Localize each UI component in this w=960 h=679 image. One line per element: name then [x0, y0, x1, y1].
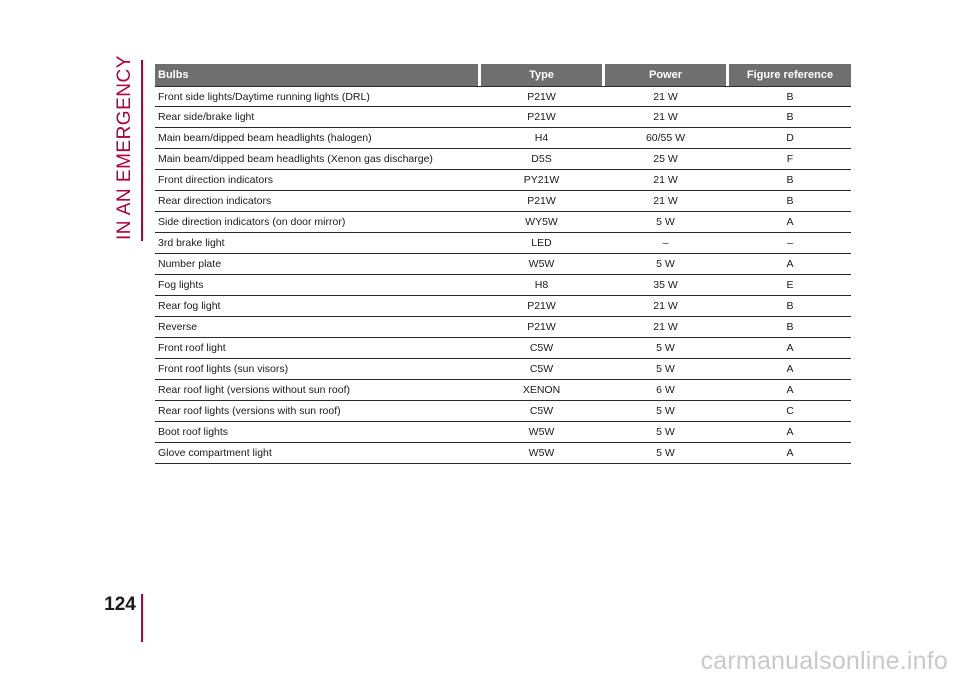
- cell-type: PY21W: [523, 174, 560, 186]
- cell-bulb: Front direction indicators: [158, 174, 273, 186]
- cell-power: 21 W: [653, 111, 678, 123]
- page-number: 124: [104, 594, 136, 615]
- cell-figure-reference: B: [786, 300, 794, 312]
- cell-bulb: Rear roof light (versions without sun roof): [158, 384, 350, 396]
- cell-bulb: Side direction indicators (on door mirror): [158, 216, 346, 228]
- table-row: [155, 380, 851, 401]
- cell-power: –: [662, 237, 669, 249]
- cell-type: H4: [534, 132, 549, 144]
- cell-bulb: Main beam/dipped beam headlights (Xenon gas discharge): [158, 153, 433, 165]
- cell-type: C5W: [529, 342, 554, 354]
- cell-type: P21W: [527, 111, 556, 123]
- cell-type: WY5W: [525, 216, 558, 228]
- cell-bulb: Rear roof lights (versions with sun roof): [158, 405, 341, 417]
- cell-type: C5W: [529, 363, 554, 375]
- cell-power: 21 W: [653, 91, 678, 103]
- table-row: [155, 401, 851, 422]
- cell-type: C5W: [529, 405, 554, 417]
- cell-figure-reference: A: [786, 384, 794, 396]
- table-row: [155, 359, 851, 380]
- cell-bulb: Front roof lights (sun visors): [158, 363, 289, 375]
- cell-bulb: 3rd brake light: [158, 237, 225, 249]
- table-row: [155, 338, 851, 359]
- cell-bulb: Front roof light: [158, 342, 226, 354]
- table-row: [155, 254, 851, 275]
- cell-power: 5 W: [656, 258, 675, 270]
- table-row: [155, 86, 851, 107]
- cell-type: P21W: [527, 195, 556, 207]
- table-row: [155, 233, 851, 254]
- cell-type: D5S: [531, 153, 552, 165]
- table-row: [155, 317, 851, 338]
- table-row: [155, 107, 851, 128]
- cell-figure-reference: E: [786, 279, 794, 291]
- cell-figure-reference: B: [786, 174, 794, 186]
- cell-power: 21 W: [653, 321, 678, 333]
- table-row: [155, 191, 851, 212]
- cell-type: W5W: [528, 447, 555, 459]
- table-row: [155, 443, 851, 464]
- cell-power: 5 W: [656, 342, 675, 354]
- table-row: [155, 296, 851, 317]
- section-divider: [141, 60, 143, 241]
- cell-power: 5 W: [656, 216, 675, 228]
- cell-power: 25 W: [653, 153, 678, 165]
- cell-power: 35 W: [653, 279, 678, 291]
- cell-figure-reference: B: [786, 321, 794, 333]
- cell-bulb: Rear direction indicators: [158, 195, 272, 207]
- table-row: [155, 149, 851, 170]
- watermark: carmanualsonline.info: [700, 647, 948, 675]
- cell-bulb: Boot roof lights: [158, 426, 229, 438]
- cell-power: 5 W: [656, 363, 675, 375]
- cell-type: W5W: [528, 258, 555, 270]
- cell-figure-reference: A: [786, 426, 794, 438]
- table-row: [155, 422, 851, 443]
- section-title: [110, 55, 140, 240]
- cell-figure-reference: A: [786, 342, 794, 354]
- cell-power: 60/55 W: [645, 132, 686, 144]
- cell-bulb: Front side lights/Daytime running lights (DRL): [158, 91, 370, 103]
- cell-figure-reference: B: [786, 91, 794, 103]
- cell-power: 5 W: [656, 405, 675, 417]
- cell-bulb: Rear side/brake light: [158, 111, 255, 123]
- header-bulbs: Bulbs: [155, 64, 478, 86]
- cell-bulb: Glove compartment light: [158, 447, 272, 459]
- cell-type: P21W: [527, 91, 556, 103]
- cell-figure-reference: A: [786, 216, 794, 228]
- cell-bulb: Main beam/dipped beam headlights (halogen): [158, 132, 372, 144]
- table-header: [155, 64, 851, 86]
- cell-figure-reference: C: [786, 405, 794, 417]
- cell-figure-reference: A: [786, 258, 794, 270]
- cell-power: 5 W: [656, 426, 675, 438]
- cell-bulb: Reverse: [158, 321, 198, 333]
- cell-power: 5 W: [656, 447, 675, 459]
- cell-figure-reference: F: [786, 153, 794, 165]
- cell-type: LED: [531, 237, 552, 249]
- page-number-divider: [141, 594, 143, 642]
- cell-figure-reference: A: [786, 363, 794, 375]
- header-figure-reference: Figure reference: [729, 64, 851, 86]
- header-type: Type: [481, 64, 602, 86]
- cell-figure-reference: D: [786, 132, 794, 144]
- cell-type: W5W: [528, 426, 555, 438]
- cell-bulb: Fog lights: [158, 279, 204, 291]
- cell-figure-reference: B: [786, 111, 794, 123]
- cell-power: 21 W: [653, 195, 678, 207]
- cell-type: P21W: [527, 321, 556, 333]
- cell-figure-reference: A: [786, 447, 794, 459]
- cell-bulb: Rear fog light: [158, 300, 221, 312]
- table-row: [155, 128, 851, 149]
- header-power: Power: [605, 64, 726, 86]
- section-title-text: IN AN EMERGENCY: [114, 55, 135, 240]
- cell-power: 21 W: [653, 300, 678, 312]
- bulbs-table: [155, 64, 851, 464]
- table-row: [155, 275, 851, 296]
- table-body: [155, 86, 851, 464]
- cell-bulb: Number plate: [158, 258, 222, 270]
- table-row: [155, 212, 851, 233]
- cell-type: P21W: [527, 300, 556, 312]
- cell-figure-reference: –: [787, 237, 793, 249]
- cell-power: 6 W: [656, 384, 675, 396]
- cell-type: H8: [534, 279, 549, 291]
- cell-power: 21 W: [653, 174, 678, 186]
- cell-type: XENON: [522, 384, 561, 396]
- table-row: [155, 170, 851, 191]
- cell-figure-reference: B: [786, 195, 794, 207]
